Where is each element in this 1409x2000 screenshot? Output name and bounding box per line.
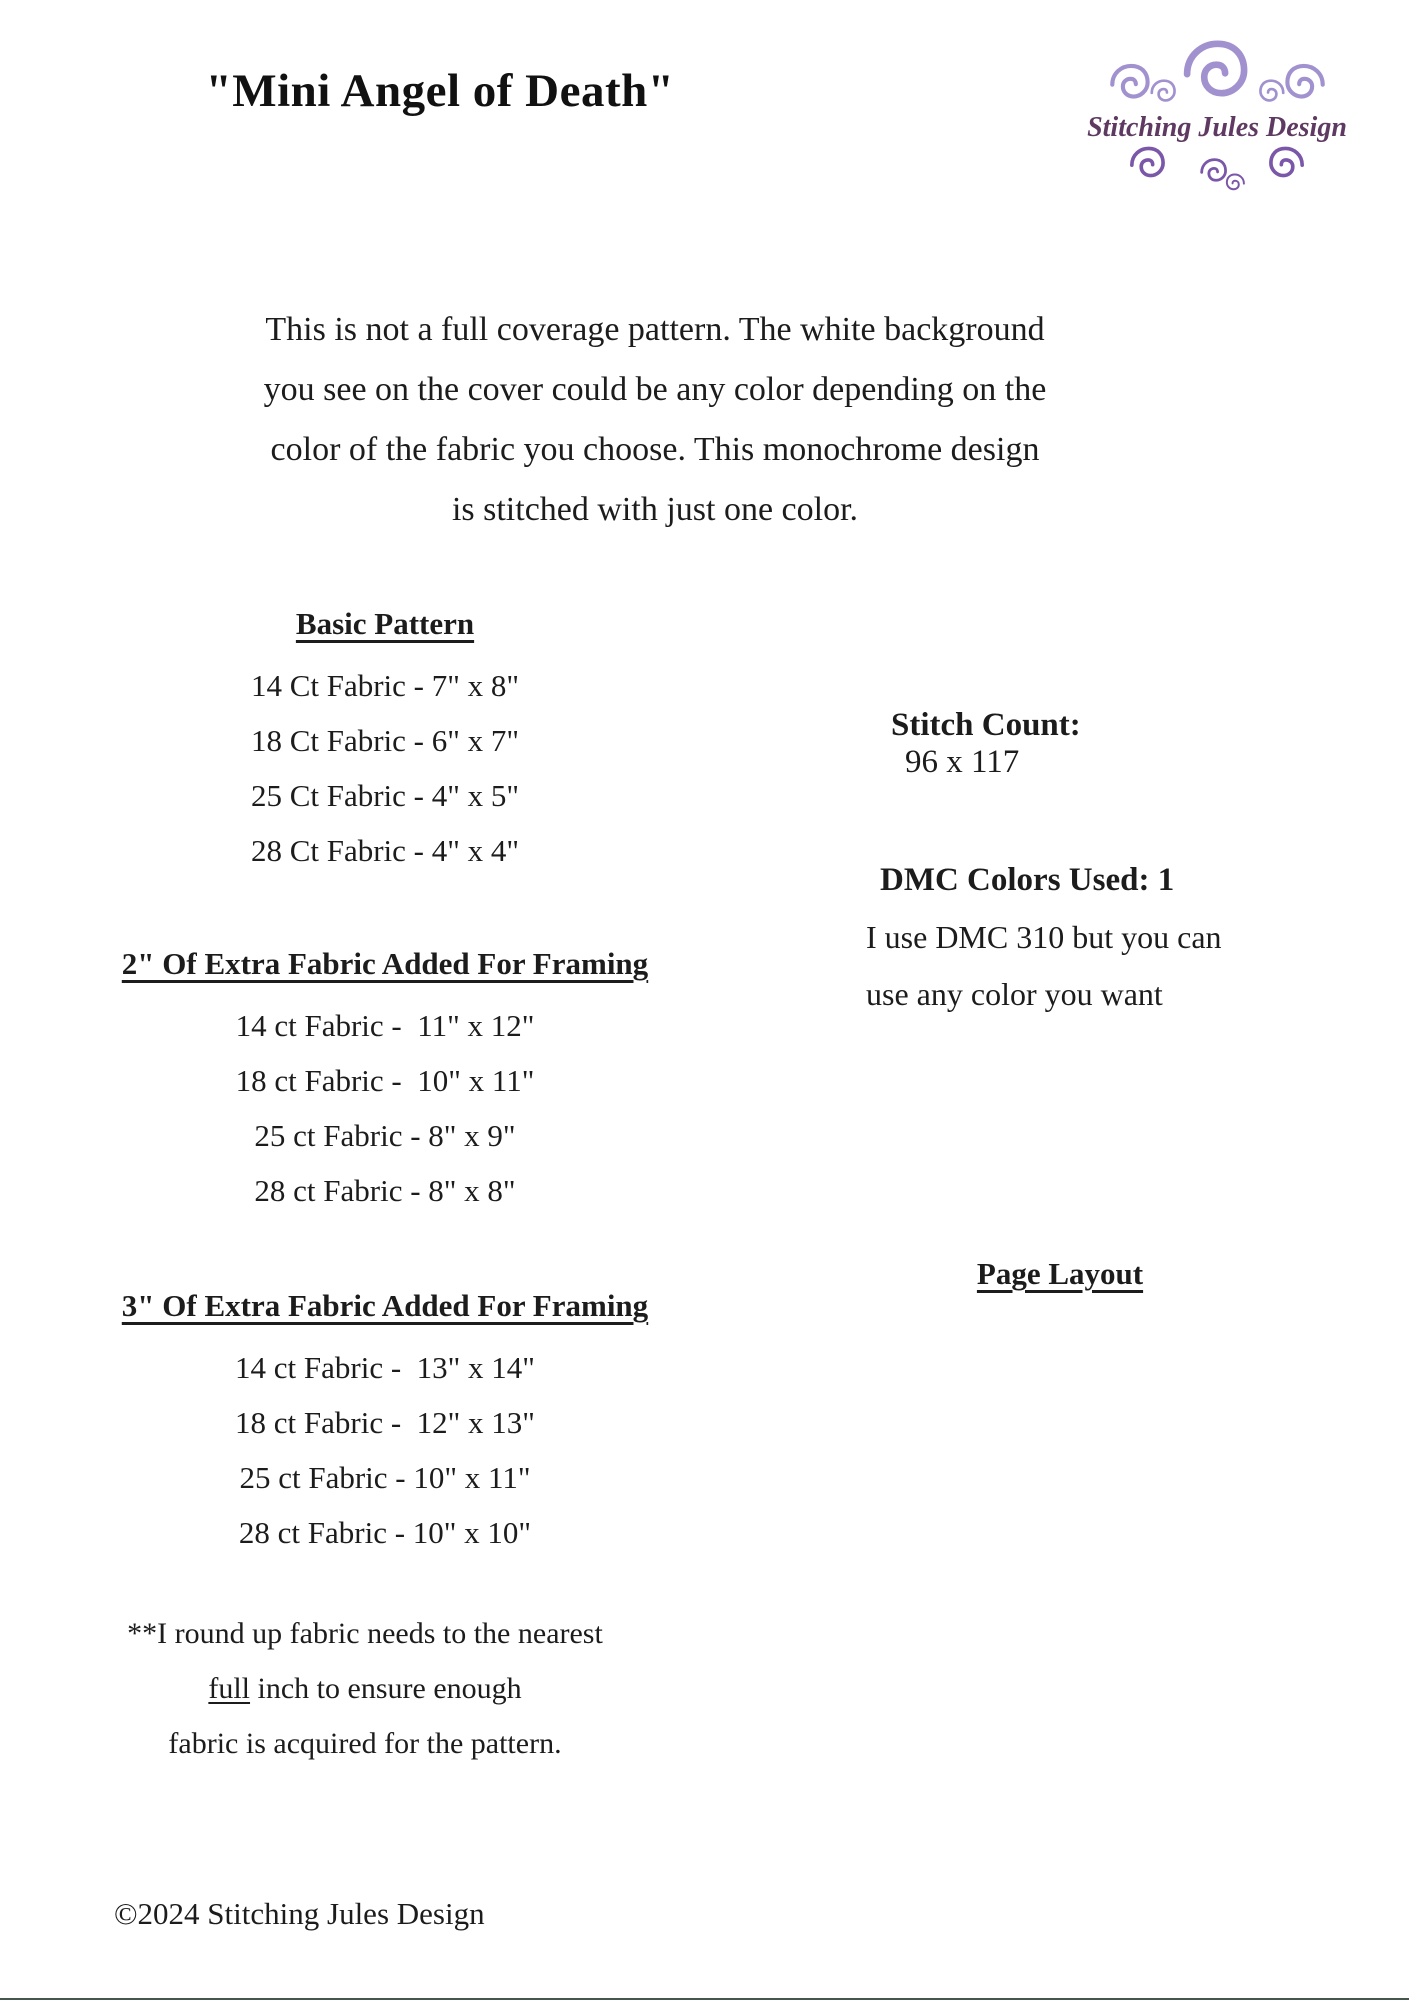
intro-line: This is not a full coverage pattern. The white background [265,311,1045,348]
intro-line: is stitched with just one color. [451,491,859,528]
fabric-size-item: 14 Ct Fabric - 7" x 8" [250,668,520,703]
logo-text: Stitching Jules Design [1087,112,1347,143]
dmc-colors-section [866,852,1356,1023]
copyright-notice: ©2024 Stitching Jules Design [114,1896,485,1931]
footnote-line: full inch to ensure enough [208,1672,522,1705]
basic-pattern-section [55,606,715,878]
fabric-size-item: 14 ct Fabric - 11" x 12" [235,1008,535,1043]
stitch-count [858,670,1081,818]
brand-logo [1082,40,1352,204]
extra-2in-framing-section [55,946,715,1218]
page-layout-section [860,1256,1260,1292]
page-layout-heading: Page Layout [976,1256,1144,1291]
fabric-size-item: 28 ct Fabric - 8" x 8" [254,1173,516,1208]
footnote-line: **I round up fabric needs to the nearest [127,1617,603,1650]
basic-pattern-heading: Basic Pattern [295,606,475,641]
fabric-size-item: 18 ct Fabric - 10" x 11" [235,1063,535,1098]
fabric-size-item: 14 ct Fabric - 13" x 14" [235,1350,535,1385]
stitch-count-value: 96 x 117 [905,744,1020,780]
extra-2in-heading: 2" Of Extra Fabric Added For Framing [121,946,649,981]
stitch-count-label: Stitch Count: [891,707,1081,743]
fabric-size-item: 18 Ct Fabric - 6" x 7" [250,723,520,758]
fabric-size-item: 28 ct Fabric - 10" x 10" [238,1515,532,1550]
underlined-word: full [208,1672,251,1705]
footnote-line: fabric is acquired for the pattern. [168,1727,562,1760]
extra-3in-framing-section [55,1288,715,1560]
fabric-rounding-footnote [70,1606,660,1771]
fabric-size-item: 18 ct Fabric - 12" x 13" [235,1405,535,1440]
logo-flourish-bottom-icon [1127,142,1307,204]
fabric-size-item: 25 ct Fabric - 8" x 9" [254,1118,516,1153]
intro-line: color of the fabric you choose. This monochrome design [270,431,1040,468]
intro-paragraph [110,300,1200,540]
dmc-colors-note-line: I use DMC 310 but you can [866,919,1222,955]
fabric-size-item: 25 Ct Fabric - 4" x 5" [250,778,520,813]
logo-flourish-top-icon [1100,40,1335,116]
dmc-colors-note-line: use any color you want [866,976,1163,1012]
fabric-size-item: 28 Ct Fabric - 4" x 4" [250,833,520,868]
intro-line: you see on the cover could be any color depending on the [263,371,1047,408]
page-title: "Mini Angel of Death" [205,65,675,117]
dmc-colors-heading: DMC Colors Used: 1 [880,862,1175,898]
fabric-size-item: 25 ct Fabric - 10" x 11" [239,1460,531,1495]
extra-3in-heading: 3" Of Extra Fabric Added For Framing [121,1288,649,1323]
